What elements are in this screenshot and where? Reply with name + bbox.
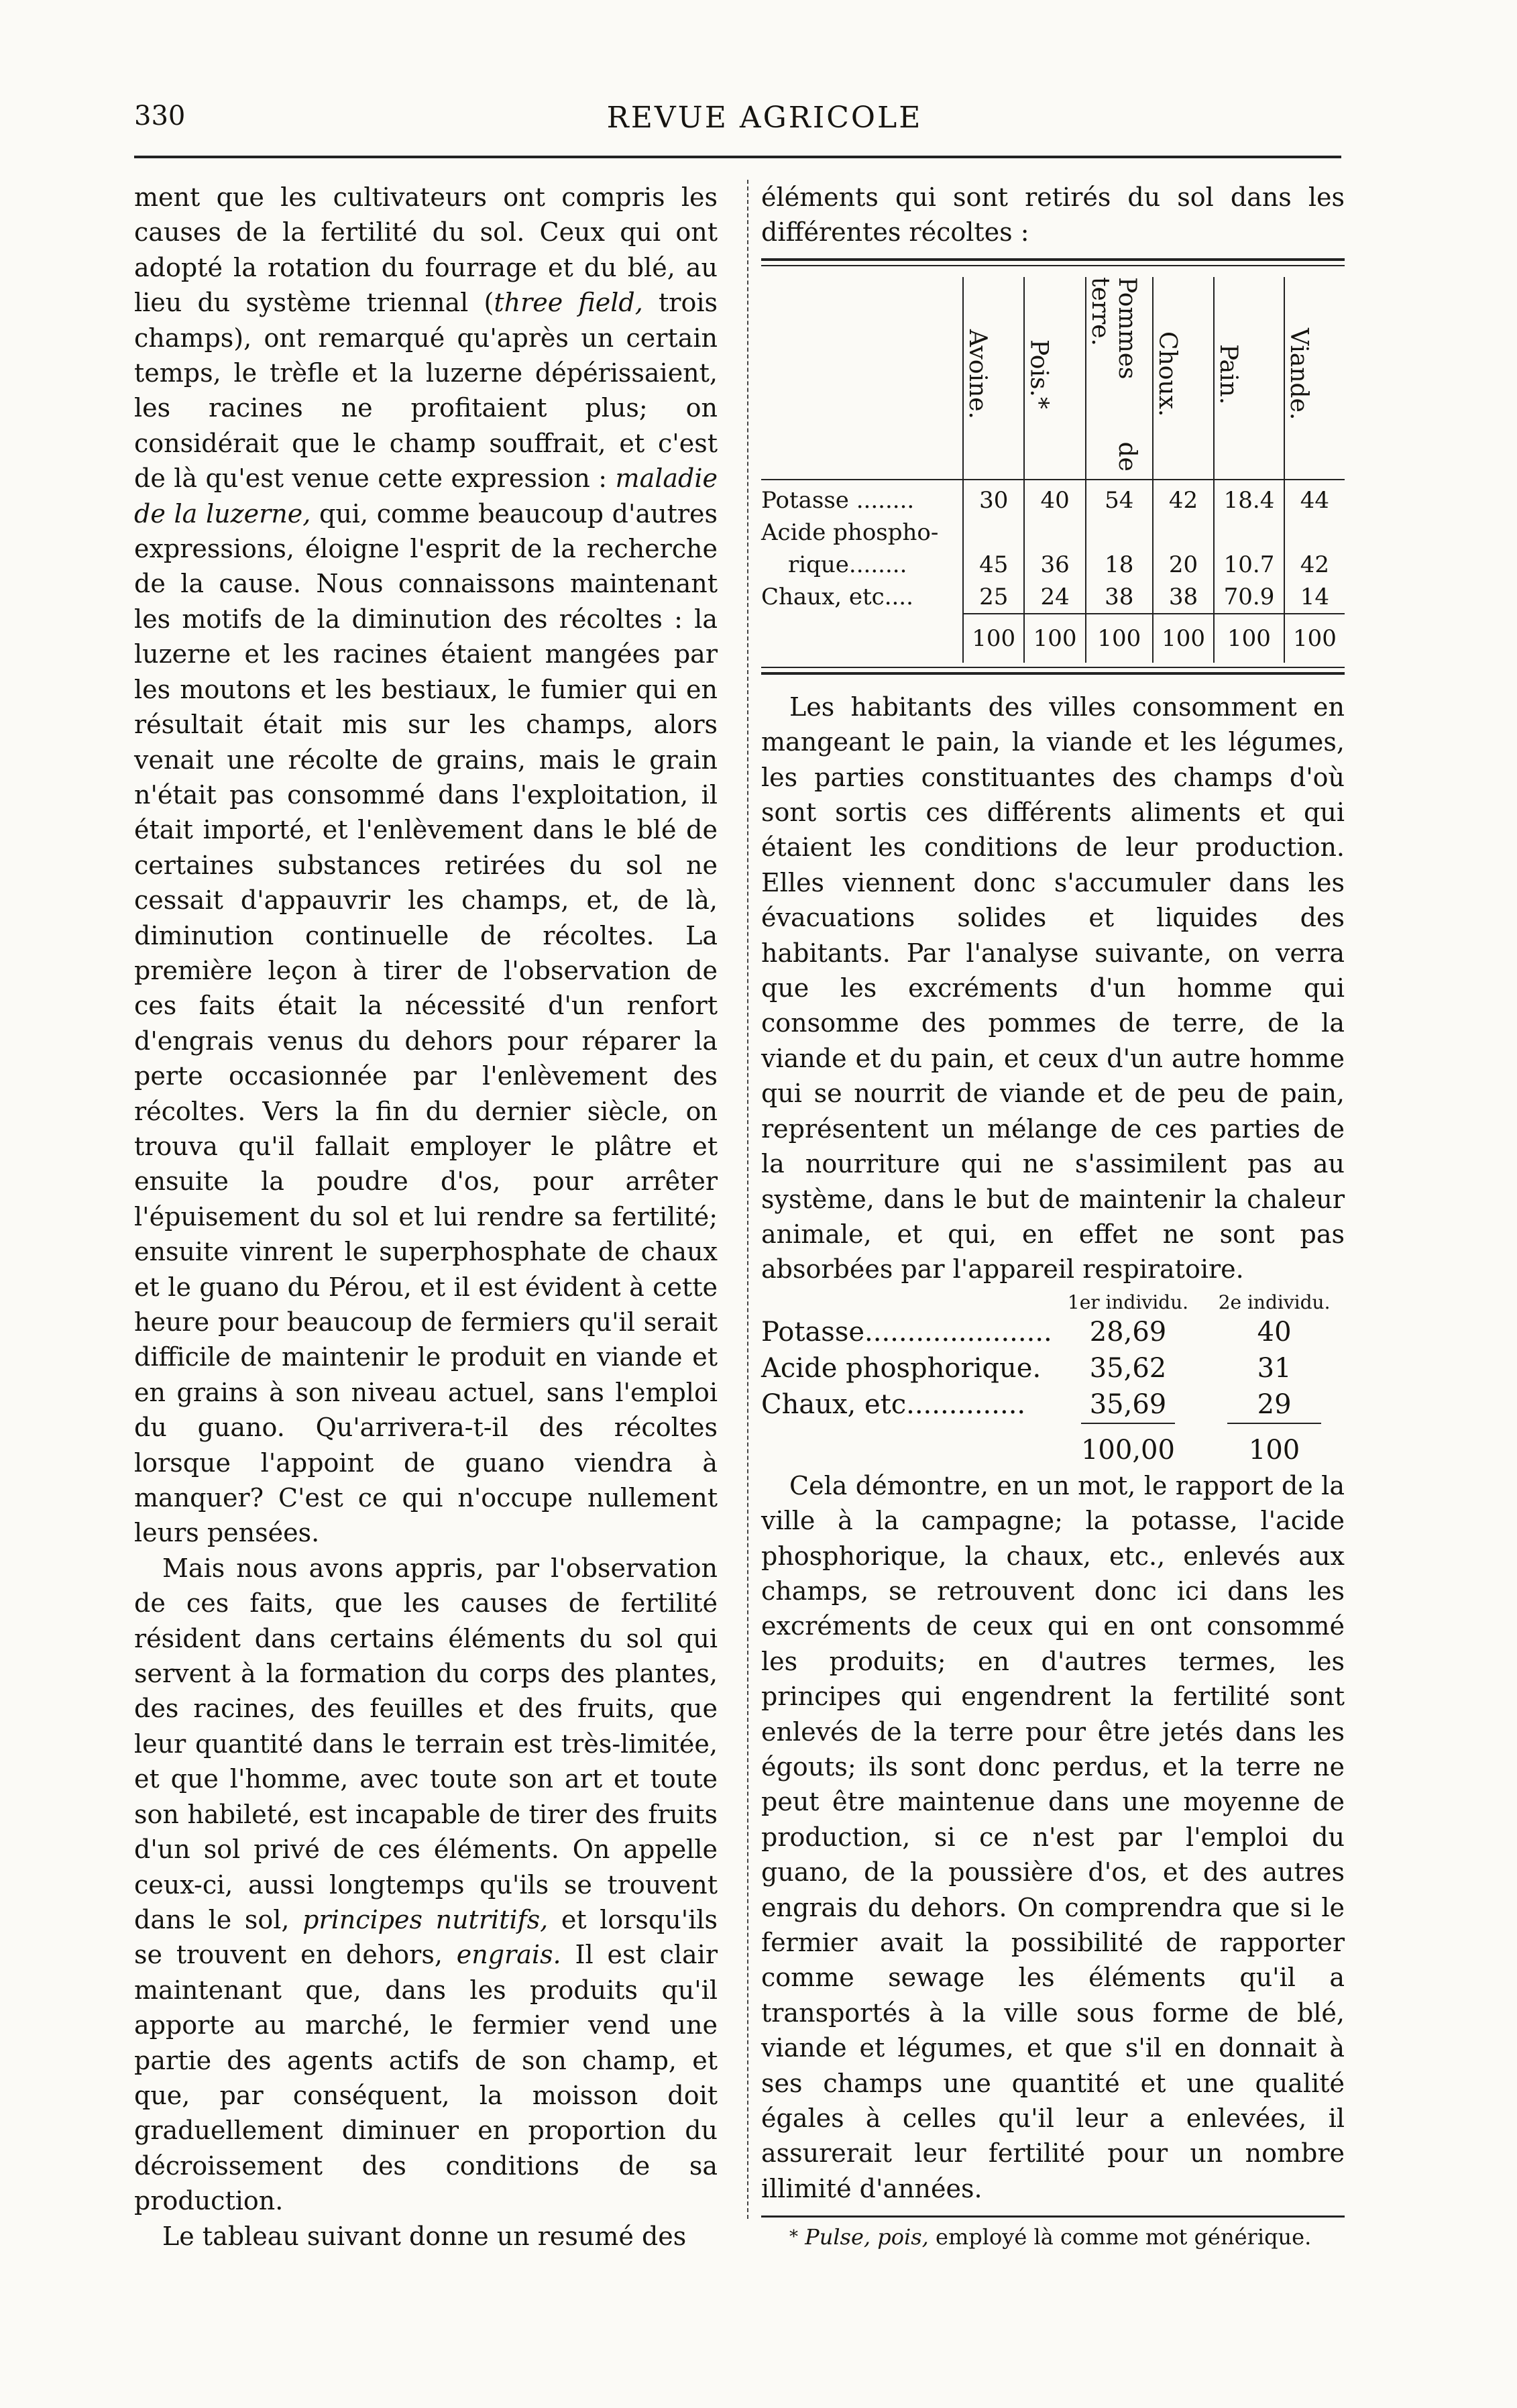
table-cell: 20	[1153, 549, 1214, 581]
text-run: employé là comme mot générique.	[928, 2224, 1312, 2250]
table-row	[761, 1386, 1345, 1423]
right-column	[761, 180, 1345, 2251]
italic-term: three field,	[494, 288, 643, 318]
footnote	[761, 2223, 1345, 2251]
column-header: Pommes de terre.	[1086, 277, 1153, 480]
italic-term: engrais.	[456, 1940, 561, 1970]
table-stub-header	[761, 1291, 1052, 1314]
table-cell: 31	[1257, 1352, 1292, 1384]
table-cell: 29	[1257, 1388, 1292, 1420]
table-cell: 10.7	[1214, 549, 1284, 581]
page-number: 330	[134, 101, 186, 131]
table-cell: 70.9	[1214, 581, 1284, 614]
table-cell: 35,62	[1089, 1352, 1167, 1384]
column-header: Avoine.	[963, 277, 1024, 480]
italic-term: maladie de la luzerne,	[134, 463, 718, 529]
row-label: Acide phosphorique.	[761, 1352, 1042, 1384]
column-header: Pois.*	[1024, 277, 1085, 480]
crop-elements-table	[761, 277, 1345, 663]
table-cell: 36	[1024, 549, 1085, 581]
table-cell: 42	[1153, 480, 1214, 516]
column-header: Choux.	[1153, 277, 1214, 480]
table-cell: 40	[1257, 1316, 1292, 1348]
table-cell: 18	[1086, 549, 1153, 581]
table-cell: 25	[963, 581, 1024, 614]
table-cell: 44	[1284, 480, 1345, 516]
table-top-rule	[761, 258, 1345, 266]
total-cell: 100	[1284, 614, 1345, 663]
table-cell: 14	[1284, 581, 1345, 614]
running-title: REVUE AGRICOLE	[606, 101, 923, 135]
table-cell: 38	[1153, 581, 1214, 614]
table-row	[761, 1350, 1345, 1386]
italic-term: Pulse, pois,	[805, 2224, 929, 2250]
total-cell: 100	[1086, 614, 1153, 663]
left-paragraph-3: Le tableau suivant donne un resumé des	[162, 2221, 687, 2251]
table-cell	[1284, 516, 1345, 549]
table-bottom-rule	[761, 667, 1345, 675]
left-paragraph-2	[134, 1551, 718, 2219]
left-column	[134, 180, 718, 2254]
table-cell	[963, 516, 1024, 549]
row-label: Acide phospho-	[761, 518, 939, 546]
column-header: Pain.	[1214, 277, 1284, 480]
row-label: Chaux, etc....	[761, 584, 913, 611]
table-cell: 35,69	[1089, 1388, 1167, 1420]
total-cell	[1052, 1423, 1204, 1468]
left-paragraph-1	[134, 180, 718, 1551]
row-label: Potasse......................	[761, 1316, 1052, 1348]
table-cell	[1214, 516, 1284, 549]
footnote-rule	[761, 2215, 1345, 2218]
table-row	[761, 581, 1345, 614]
table-cell	[1086, 516, 1153, 549]
individual-analysis-table	[761, 1291, 1345, 1468]
right-paragraph-3: Cela démontre, en un mot, le rapport de la ville à la campagne; la potasse, l'acide phosphorique, la chaux, etc., enlevés aux champs, se retrouvent donc ici dans les excréments de ceux qui en ont consommé les produits; en d'autres termes, les principes qui engendrent la fertilité sont enlevés de la terre pour être jetés dans les égouts; ils sont donc perdus, et la terre ne peut être maintenue dans une moyenne de production, si ce n'est par l'emploi du guano, de la poussière d'os, et des autres engrais du dehors. On comprendra que si le fermier avait la possibilité de rapporter comme sewage les éléments qu'il a transportés à la ville sous forme de blé, viande et légumes, et que s'il en donnait à ses champs une quantité et une qualité égales à celles qu'il leur a enlevées, il assurerait leur fertilité pour un nombre illimité d'années.	[761, 1470, 1345, 2203]
page-header	[134, 101, 1395, 148]
column-header: Viande.	[1284, 277, 1345, 480]
row-label: Potasse ........	[761, 480, 963, 516]
row-label: rique........	[788, 551, 907, 578]
table-total-row	[761, 614, 1345, 663]
italic-term: principes nutritifs,	[302, 1904, 549, 1934]
text-run: Mais nous avons appris, par l'observation de ces faits, que les causes de fertilité résident dans certains éléments du sol qui servent à la formation du corps des plantes, des racines, des feuilles et des fruits, que leur quantité dans le terrain est très-limitée, et que l'homme, avec toute son art et toute son habileté, est incapable de tirer des fruits d'un sol privé de ces éléments. On appelle ceux-ci, aussi longtemps qu'ils se trouvent dans le sol,	[134, 1553, 718, 1934]
header-rule	[134, 156, 1341, 158]
table-total-row	[761, 1423, 1345, 1468]
table-cell: 45	[963, 549, 1024, 581]
text-run: Il est clair maintenant que, dans les produits qu'il apporte au marché, le fermier vend une partie des agents actifs de son champ, et que, par conséquent, la moisson doit graduellement diminuer en proportion du décroissement des conditions de sa production.	[134, 1940, 718, 2216]
total-cell: 100	[963, 614, 1024, 663]
text-run: qui, comme beaucoup d'autres expressions, éloigne l'esprit de la recherche de la cause. Nous connaissons maintenant les motifs de la diminution des récoltes : la luzerne et les racines étaient mangées par les moutons et les bestiaux, le fumier qui en résultait était mis sur les champs, alors venait une récolte de grains, mais le grain n'était pas consommé dans l'exploitation, il était importé, et l'enlèvement dans le blé de certaines substances retirées du sol ne cessait d'appauvrir les champs, et, de là, diminution continuelle de récoltes. La première leçon à tirer de l'observation de ces faits était la nécessité d'un renfort d'engrais venus du dehors pour réparer la perte occasionnée par l'enlèvement des récoltes. Vers la fin du dernier siècle, on trouva qu'il fallait employer le plâtre et ensuite la poudre d'os, pour arrêter l'épuisement du sol et lui rendre sa fertilité; ensuite vinrent le superphosphate de chaux et le guano du Pérou, et il est évident à cette heure pour beaucoup de fermiers qu'il serait difficile de maintenir le produit en viande et en grains à son niveau actuel, sans l'emploi du guano. Qu'arrivera-t-il des récoltes lorsque l'appoint de guano viendra à manquer? C'est ce qui n'occupe nullement leurs pensées.	[134, 498, 718, 1548]
column-header: 1er individu.	[1067, 1291, 1189, 1313]
total-cell: 100	[1153, 614, 1214, 663]
text-run: trois champs), ont remarqué qu'après un certain temps, le trèfle et la luzerne dépérissaient, les racines ne profitaient plus; on considérait que le champ souffrait, et c'est de là qu'est venue cette expression :	[134, 288, 718, 494]
footnote-marker: *	[789, 2227, 798, 2248]
total-value: 100,00	[1081, 1423, 1175, 1468]
table-cell: 40	[1024, 480, 1085, 516]
row-label	[761, 1423, 1052, 1468]
table-row	[761, 480, 1345, 516]
column-divider	[747, 180, 748, 2219]
table-cell: 30	[963, 480, 1024, 516]
row-label	[761, 614, 963, 663]
text-run: et lorsqu'ils se trouvent en dehors,	[134, 1904, 718, 1970]
right-paragraph-2: Les habitants des villes consomment en mangeant le pain, la viande et les légumes, les parties constituantes des champs d'où sont sortis ces différents aliments et qui étaient les conditions de leur production. Elles viennent donc s'accumuler dans les évacuations solides et liquides des habitants. Par l'analyse suivante, on verra que les excréments d'un homme qui consomme des pommes de terre, de la viande et du pain, et ceux d'un autre homme qui se nourrit de viande et de peu de pain, représentent un mélange de ces parties de la nourriture qui ne s'assimilent pas au système, dans le but de maintenir la chaleur animale, et qui, en effet ne sont pas absorbées par l'appareil respiratoire.	[761, 692, 1345, 1284]
table-row	[761, 516, 1345, 549]
table-header-row	[761, 1291, 1345, 1314]
table-header-row	[761, 277, 1345, 480]
table-cell	[1153, 516, 1214, 549]
table-cell: 42	[1284, 549, 1345, 581]
table-row	[761, 549, 1345, 581]
total-cell	[1204, 1423, 1345, 1468]
column-header: 2e individu.	[1218, 1291, 1331, 1313]
total-cell: 100	[1024, 614, 1085, 663]
table-row	[761, 1314, 1345, 1350]
table-cell: 28,69	[1089, 1316, 1167, 1348]
table-cell: 38	[1086, 581, 1153, 614]
total-cell: 100	[1214, 614, 1284, 663]
table-cell: 18.4	[1214, 480, 1284, 516]
text-run: ment que les cultivateurs ont compris les causes de la fertilité du sol. Ceux qui ont adopté la rotation du fourrage et du blé, au lieu du système triennal (	[134, 182, 718, 318]
total-value: 100	[1227, 1423, 1321, 1468]
right-intro: éléments qui sont retirés du sol dans les différentes récoltes :	[761, 182, 1345, 248]
table-cell: 54	[1086, 480, 1153, 516]
table-stub-header	[761, 277, 963, 480]
table-cell: 24	[1024, 581, 1085, 614]
table-cell	[1024, 516, 1085, 549]
row-label: Chaux, etc..............	[761, 1388, 1026, 1420]
